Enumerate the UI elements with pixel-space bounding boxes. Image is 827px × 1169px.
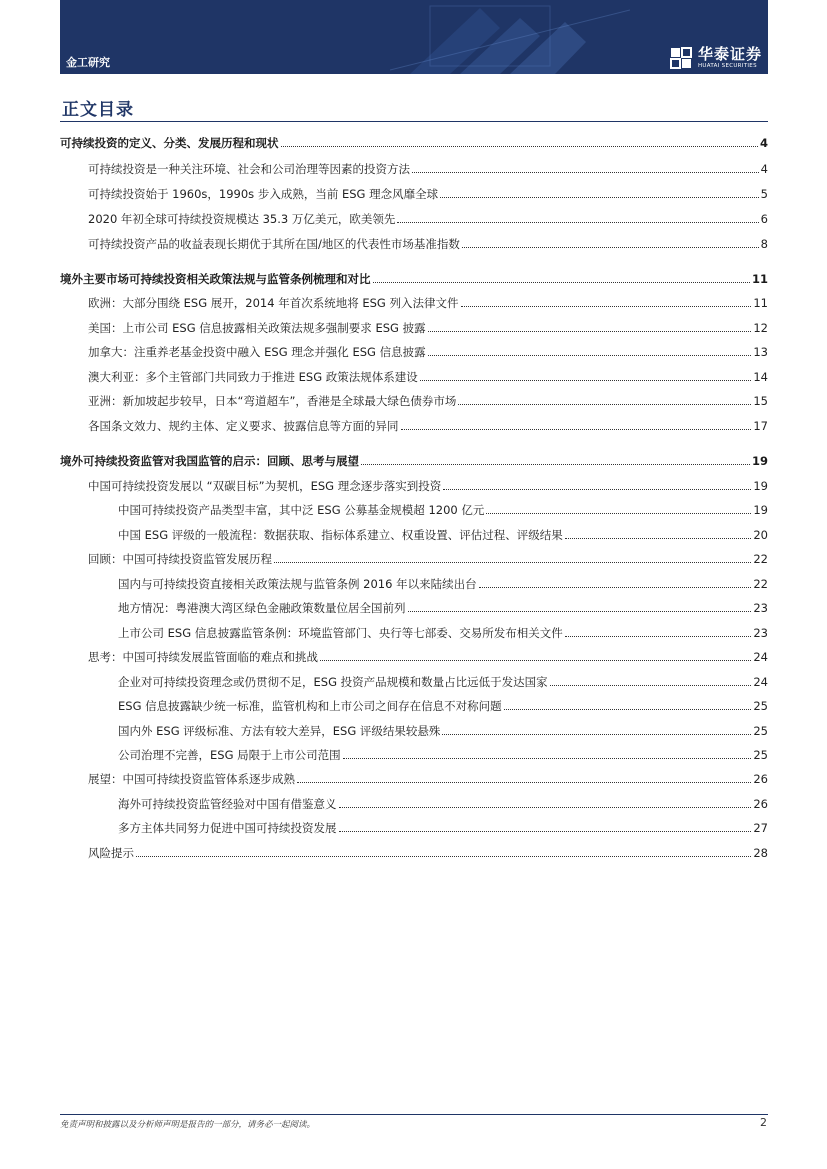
toc-entry-page: 15	[753, 394, 768, 408]
toc-entry-text: 国内外 ESG 评级标准、方法有较大差异，ESG 评级结果较悬殊	[118, 724, 441, 738]
toc-entry[interactable]	[88, 478, 768, 494]
toc-entry[interactable]	[118, 723, 768, 739]
toc-entry-text: 公司治理不完善，ESG 局限于上市公司范围	[118, 748, 341, 762]
toc-entry[interactable]	[118, 796, 768, 812]
toc-entry-text: 美国：上市公司 ESG 信息披露相关政策法规多强制要求 ESG 披露	[88, 321, 426, 335]
toc-entry[interactable]	[118, 820, 768, 836]
toc-leader-dots	[361, 464, 750, 465]
toc-entry-text: 境外可持续投资监管对我国监管的启示：回顾、思考与展望	[60, 454, 359, 468]
toc-entry-text: 多方主体共同努力促进中国可持续投资发展	[118, 821, 337, 835]
logo-chinese-name: 华泰证券	[697, 45, 762, 63]
toc-entry-page: 27	[753, 821, 768, 835]
toc-leader-dots	[343, 758, 752, 759]
toc-entry-text: 可持续投资产品的收益表现长期优于其所在国/地区的代表性市场基准指数	[88, 237, 460, 251]
toc-entry[interactable]	[88, 418, 768, 434]
company-logo	[670, 46, 762, 70]
toc-entry-page: 25	[753, 748, 768, 762]
toc-entry-text: 思考：中国可持续发展监管面临的难点和挑战	[88, 650, 318, 664]
toc-entry-page: 12	[753, 321, 768, 335]
toc-entry[interactable]	[60, 453, 768, 469]
toc-leader-dots	[420, 380, 752, 381]
toc-entry[interactable]	[88, 551, 768, 567]
toc-entry-page: 28	[753, 846, 768, 860]
toc-entry-text: ESG 信息披露缺少统一标准，监管机构和上市公司之间存在信息不对称问题	[118, 699, 502, 713]
toc-entry-page: 8	[760, 237, 768, 251]
toc-entry[interactable]	[118, 527, 768, 543]
toc-leader-dots	[339, 807, 752, 808]
toc-entry[interactable]	[88, 393, 768, 409]
footer-divider	[60, 1114, 768, 1115]
toc-leader-dots	[442, 734, 751, 735]
toc-entry-text: 国内与可持续投资直接相关政策法规与监管条例 2016 年以来陆续出台	[118, 577, 477, 591]
toc-entry[interactable]	[88, 161, 768, 177]
toc-leader-dots	[397, 222, 758, 223]
toc-leader-dots	[136, 856, 751, 857]
toc-leader-dots	[565, 636, 752, 637]
toc-title-divider	[60, 121, 768, 122]
toc-entry-text: 展望：中国可持续投资监管体系逐步成熟	[88, 772, 295, 786]
toc-title: 正文目录	[62, 100, 134, 120]
toc-entry-page: 23	[753, 601, 768, 615]
toc-entry[interactable]	[88, 369, 768, 385]
toc-leader-dots	[479, 587, 752, 588]
toc-leader-dots	[440, 197, 759, 198]
toc-entry-text: 地方情况：粤港澳大湾区绿色金融政策数量位居全国前列	[118, 601, 406, 615]
department-label: 金工研究	[66, 56, 110, 69]
toc-entry-text: 回顾：中国可持续投资监管发展历程	[88, 552, 272, 566]
toc-leader-dots	[428, 331, 752, 332]
toc-entry-page: 23	[753, 626, 768, 640]
toc-leader-dots	[274, 562, 751, 563]
logo-english-name: HUATAI SECURITIES	[697, 63, 757, 69]
toc-entry[interactable]	[88, 771, 768, 787]
toc-entry[interactable]	[118, 625, 768, 641]
toc-entry[interactable]	[118, 747, 768, 763]
toc-entry-text: 澳大利亚：多个主管部门共同致力于推进 ESG 政策法规体系建设	[88, 370, 418, 384]
toc-entry-page: 26	[753, 797, 768, 811]
toc-entry-text: 可持续投资始于 1960s，1990s 步入成熟，当前 ESG 理念风靡全球	[88, 187, 439, 201]
toc-leader-dots	[461, 306, 752, 307]
toc-leader-dots	[320, 660, 751, 661]
toc-entry-page: 19	[751, 454, 768, 468]
toc-entry[interactable]	[60, 135, 768, 151]
toc-entry-page: 19	[753, 503, 768, 517]
toc-entry-text: 中国 ESG 评级的一般流程：数据获取、指标体系建立、权重设置、评估过程、评级结果	[118, 528, 563, 542]
page-header	[60, 0, 768, 74]
toc-entry-page: 22	[753, 552, 768, 566]
toc-leader-dots	[486, 513, 751, 514]
toc-entry-text: 企业对可持续投资理念或仍贯彻不足，ESG 投资产品规模和数量占比远低于发达国家	[118, 675, 548, 689]
toc-entry-page: 5	[760, 187, 768, 201]
toc-entry[interactable]	[118, 502, 768, 518]
toc-leader-dots	[297, 782, 751, 783]
toc-entry[interactable]	[118, 576, 768, 592]
toc-leader-dots	[504, 709, 752, 710]
toc-leader-dots	[550, 685, 752, 686]
toc-entry[interactable]	[118, 600, 768, 616]
toc-leader-dots	[412, 172, 759, 173]
toc-entry[interactable]	[88, 295, 768, 311]
toc-entry-page: 24	[753, 675, 768, 689]
toc-entry-page: 20	[753, 528, 768, 542]
toc-leader-dots	[339, 831, 752, 832]
page-number: 2	[760, 1116, 767, 1129]
toc-entry-text: 海外可持续投资监管经验对中国有借鉴意义	[118, 797, 337, 811]
toc-entry-page: 6	[760, 212, 768, 226]
toc-entry[interactable]	[88, 845, 768, 861]
huatai-logo-icon	[670, 47, 692, 69]
toc-entry[interactable]	[88, 186, 768, 202]
toc-entry-page: 11	[751, 272, 768, 286]
toc-entry[interactable]	[88, 649, 768, 665]
toc-leader-dots	[281, 146, 758, 147]
toc-leader-dots	[401, 429, 752, 430]
toc-entry-page: 14	[753, 370, 768, 384]
toc-entry-text: 中国可持续投资发展以 “双碳目标”为契机，ESG 理念逐步落实到投资	[88, 479, 442, 493]
toc-leader-dots	[373, 282, 750, 283]
toc-entry[interactable]	[88, 236, 768, 252]
toc-leader-dots	[408, 611, 752, 612]
toc-entry-page: 25	[753, 724, 768, 738]
toc-entry-text: 风险提示	[88, 846, 134, 860]
toc-entry-text: 可持续投资的定义、分类、发展历程和现状	[60, 136, 279, 150]
toc-entry-page: 13	[753, 345, 768, 359]
header-decorative-pattern	[390, 0, 630, 74]
toc-entry[interactable]	[88, 320, 768, 336]
toc-entry-page: 25	[753, 699, 768, 713]
toc-entry-page: 22	[753, 577, 768, 591]
toc-entry-page: 11	[753, 296, 768, 310]
toc-entry[interactable]	[118, 674, 768, 690]
toc-entry-text: 欧洲：大部分围绕 ESG 展开，2014 年首次系统地将 ESG 列入法律文件	[88, 296, 459, 310]
footer-disclaimer: 免责声明和披露以及分析师声明是报告的一部分，请务必一起阅读。	[60, 1120, 316, 1130]
toc-entry-page: 26	[753, 772, 768, 786]
toc-leader-dots	[428, 355, 752, 356]
toc-leader-dots	[565, 538, 752, 539]
toc-entry-text: 中国可持续投资产品类型丰富，其中泛 ESG 公募基金规模超 1200 亿元	[118, 503, 485, 517]
toc-entry-text: 上市公司 ESG 信息披露监管条例：环境监管部门、央行等七部委、交易所发布相关文件	[118, 626, 563, 640]
toc-entry-page: 17	[753, 419, 768, 433]
toc-entry[interactable]	[88, 211, 768, 227]
toc-leader-dots	[458, 404, 751, 405]
toc-entry-text: 境外主要市场可持续投资相关政策法规与监管条例梳理和对比	[60, 272, 371, 286]
toc-entry-text: 可持续投资是一种关注环境、社会和公司治理等因素的投资方法	[88, 162, 410, 176]
toc-entry-text: 亚洲：新加坡起步较早，日本“弯道超车”，香港是全球最大绿色债券市场	[88, 394, 457, 408]
toc-entry-page: 4	[760, 162, 768, 176]
toc-entry[interactable]	[88, 344, 768, 360]
toc-entry[interactable]	[60, 271, 768, 287]
toc-leader-dots	[443, 489, 751, 490]
toc-entry-page: 19	[753, 479, 768, 493]
toc-entry-text: 各国条文效力、规约主体、定义要求、披露信息等方面的异同	[88, 419, 399, 433]
toc-entry-text: 加拿大：注重养老基金投资中融入 ESG 理念并强化 ESG 信息披露	[88, 345, 426, 359]
toc-leader-dots	[462, 247, 759, 248]
toc-entry-text: 2020 年初全球可持续投资规模达 35.3 万亿美元，欧美领先	[88, 212, 396, 226]
toc-entry-page: 24	[753, 650, 768, 664]
toc-entry-page: 4	[759, 136, 768, 150]
toc-entry[interactable]	[118, 698, 768, 714]
